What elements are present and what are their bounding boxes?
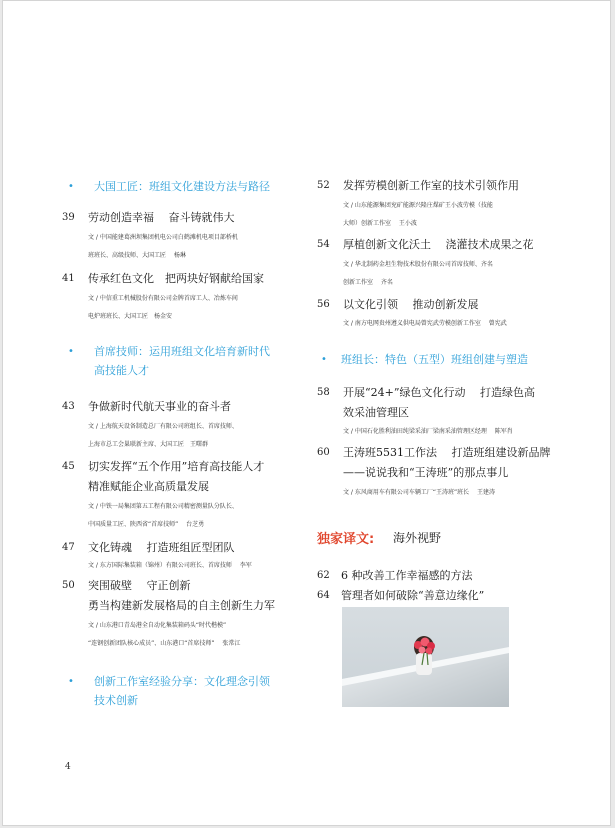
section-bullet: •: [321, 354, 327, 365]
toc-page-number: 45: [62, 461, 75, 472]
toc-title: 管理者如何破除“善意边缘化”: [341, 589, 485, 602]
page-number: 4: [65, 762, 71, 772]
toc-author: 文 / 山东港口青岛港全自动化集装箱码头“时代楷模” “连钢创新团队核心成员”、山东港口“首席技师” 张常江: [88, 622, 241, 647]
toc-title: 劳动创造幸福 奋斗铸就伟大: [88, 211, 235, 224]
magazine-page: [2, 0, 611, 826]
toc-entry[interactable]: [317, 235, 587, 291]
section-bullet: •: [68, 676, 74, 687]
toc-entry[interactable]: [62, 269, 302, 325]
toc-author: 文 / 中国石化胜利油田纯梁采油厂梁南采油管理区经理 陈军肖: [343, 428, 513, 435]
toc-entry[interactable]: [62, 576, 302, 652]
toc-page-number: 41: [62, 273, 75, 284]
toc-title: 突围破壁 守正创新 勇当构建新发展格局的自主创新生力军: [88, 579, 275, 612]
toc-title: 文化铸魂 打造班组匠型团队: [88, 541, 235, 554]
toc-entry[interactable]: [317, 176, 587, 232]
toc-entry[interactable]: [62, 208, 302, 264]
toc-page-number: 50: [62, 580, 75, 591]
toc-title: 开展“24+”绿色文化行动 打造绿色高 效采油管理区: [343, 386, 535, 419]
toc-entry[interactable]: [317, 383, 587, 441]
toc-author: 文 / 山东能源集团兖矿能源兴隆庄煤矿王小波劳模（技能 大师）创新工作室 王小波: [343, 202, 493, 227]
toc-title: 争做新时代航天事业的奋斗者: [88, 400, 231, 413]
toc-title: 厚植创新文化沃土 浇灌技术成果之花: [343, 238, 534, 251]
toc-title: 王涛班5531工作法 打造班组建设新品牌 ——说说我和“王涛班”的那点事儿: [343, 446, 551, 479]
toc-author: 文 / 中国能建葛洲坝集团机电公司白鹤滩机电项目部桥机 班班长、高级技师、大国工匠 杨琳: [88, 234, 238, 259]
exclusive-translation-title: 海外视野: [393, 531, 442, 545]
section-header-team-leader: [321, 350, 591, 369]
section-title: 创新工作室经验分享：文化理念引领 技术创新: [94, 675, 270, 707]
toc-page-number: 39: [62, 212, 75, 223]
toc-author: 文 / 上海航天设备制造总厂有限公司班组长、首席技师、 上海市总工会巢联新主席、大国工匠 王曙群: [88, 423, 238, 448]
section-header-chief-technician: [68, 342, 308, 380]
toc-page-number: 52: [317, 180, 330, 191]
toc-entry[interactable]: [62, 457, 302, 533]
toc-entry[interactable]: [62, 538, 302, 576]
toc-author: 文 / 中铁一局集团第五工程有限公司精密测量队分队长、 中国质量工匠、陕西省“首席技师” 台芝勇: [88, 503, 238, 528]
toc-title: 传承红色文化 把两块好钢献给国家: [88, 272, 264, 285]
section-header-great-craftsman: [68, 177, 308, 196]
toc-author: 文 / 南方电网贵州遵义供电局曾宪武劳模创新工作室 曾宪武: [343, 320, 507, 327]
photo-illustration: [342, 607, 509, 707]
toc-entry[interactable]: [317, 586, 587, 606]
toc-entry[interactable]: [317, 443, 587, 503]
toc-author: 文 / 华北制药金坦生物技术股份有限公司首席技师、齐名 创新工作室 齐名: [343, 261, 493, 286]
toc-page-number: 43: [62, 401, 75, 412]
toc-title: 切实发挥“五个作用”培育高技能人才 精准赋能企业高质量发展: [88, 460, 265, 493]
section-header-innovation-studio: [68, 672, 308, 710]
toc-page-number: 54: [317, 239, 330, 250]
toc-title: 发挥劳模创新工作室的技术引领作用: [343, 179, 519, 192]
toc-entry[interactable]: [317, 295, 587, 333]
toc-title: 6 种改善工作幸福感的方法: [341, 569, 473, 582]
toc-author: 文 / 东方国际集装箱（锦州）有限公司班长、首席技师 李军: [88, 562, 252, 569]
toc-entry[interactable]: [317, 566, 587, 586]
toc-page-number: 60: [317, 447, 330, 458]
exclusive-translation-label: 独家译文:: [317, 532, 375, 547]
toc-page-number: 58: [317, 387, 330, 398]
toc-entry[interactable]: [62, 397, 302, 453]
toc-author: 文 / 中信重工机械股份有限公司金牌首席工人、冶炼车间 电炉班班长、大国工匠 杨金安: [88, 295, 238, 320]
toc-page-number: 56: [317, 299, 330, 310]
toc-page-number: 64: [317, 590, 330, 601]
toc-page-number: 47: [62, 542, 75, 553]
section-bullet: •: [68, 181, 74, 192]
woman-with-flowers-photo: [342, 607, 509, 707]
toc-page-number: 62: [317, 570, 330, 581]
section-title: 首席技师：运用班组文化培育新时代 高技能人才: [94, 345, 270, 377]
section-bullet: •: [68, 346, 74, 357]
toc-title: 以文化引领 推动创新发展: [343, 298, 479, 311]
section-title: 班组长：特色（五型）班组创建与塑造: [341, 353, 528, 366]
section-title: 大国工匠：班组文化建设方法与路径: [94, 180, 270, 193]
toc-author: 文 / 东风商用车有限公司车辆工厂“王涛班”班长 王建涛: [343, 489, 495, 496]
